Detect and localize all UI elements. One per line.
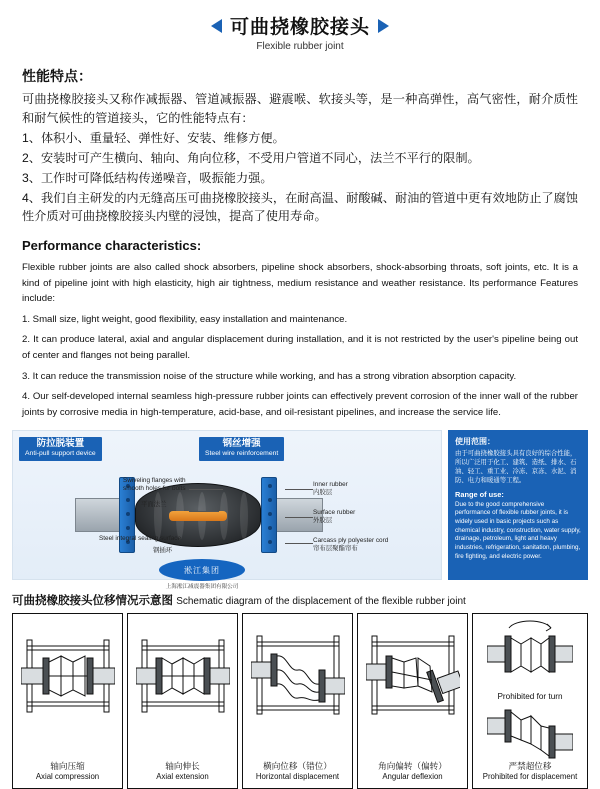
range-of-use-panel [448,430,588,580]
en-paragraph: 3. It can reduce the transmission noise of the structure while working, and has a strong vibration absorption capacity. [22,370,517,382]
horizontal-displacement-art [243,628,352,724]
cutaway-band-graphic [169,511,227,521]
prohibited-turn-caption: Prohibited for turn [497,692,563,702]
callout-inner-rubber: Inner rubber 内胶层 [313,481,348,497]
triangle-left-icon [378,19,389,33]
cell-caption: 角向偏转（偏转） Angular deflexion [378,760,447,781]
axial-compression-art [13,628,122,724]
badge-anti-pull [19,437,102,461]
displacement-diagram-grid [12,613,588,789]
en-paragraph: 1. Small size, light weight, good flexibility, easy installation and maintenance. [22,313,348,325]
diagram-cell-angular-deflexion [357,613,468,789]
diagram-cell-axial-compression [12,613,123,789]
diagram-cell-prohibited [472,613,588,789]
diagram-cell-horizontal-displacement [242,613,353,789]
cn-paragraph: 可曲挠橡胶接头又称作减振器、管道减振器、避震喉、软接头等，是一种高弹性，高气密性，耐介质性和耐气候性的管道接头，它的性能特点有： [22,92,578,125]
company-logo-caption: 上海淞江减震器集团有限公司 [165,584,239,591]
prohibited-displacement-caption: 严禁超位移 Prohibited for displacement [482,760,578,781]
flange-right-graphic [261,477,277,553]
range-of-use-heading-cn: 使用范围： [455,437,495,447]
en-paragraph: Flexible rubber joints are also called shock absorbers, pipeline shock absorbers, shock-absorbing throats, soft joints, etc. It is a kind of pipeline joint with high elasticity, high air tightness, medium resistance and weather resistance. Its performance Features include: [22,262,578,305]
badge-label-en: Steel wire reinforcement [205,450,279,458]
diagram-cell-axial-extension [127,613,238,789]
badge-label-cn: 钢丝增强 [222,438,261,450]
callout-steel-ring: 钢插环 [153,547,173,555]
page-header [0,0,600,52]
cn-section-title: 性能特点： [22,68,92,84]
range-of-use-heading-en: Range of use: [455,489,504,499]
range-of-use-body-cn: 由于可曲挠橡胶接头具有良好的综合性能，所以广泛用于化工、建筑、造纸、排水、石油、轻工、重工业、冷冻、京冻、水泥、消防、电力和暖通等工程。 [455,450,577,485]
badge-label-en: Anti-pull support device [25,450,96,458]
callout-swiveling-flanges: Swiveling flanges with smooth holes for bolts [123,477,186,493]
cn-paragraph: 3、工作时可降低结构传递噪音，吸振能力强。 [22,170,273,185]
cn-paragraph: 2、安装时可产生横向、轴向、角向位移，不受用户管道不同心，法兰不平行的限制。 [22,150,480,165]
callout-flat-flange: 平面法兰 [141,501,167,509]
header-title-row [0,12,600,39]
callout-surface-rubber: Surface rubber 外胶层 [313,509,356,525]
axial-extension-art [128,628,237,724]
product-photo [12,430,442,591]
page-subtitle: Flexible rubber joint [256,41,344,52]
cn-paragraph: 4、我们自主研发的内无缝高压可曲挠橡胶接头，在耐高温、耐酸碱、耐油的管道中更有效地防止了腐蚀性介质对可曲挠橡胶接头内壁的浸蚀，提高了使用寿命。 [22,190,578,224]
text-body [0,52,600,420]
cell-caption: 轴向伸长 Axial extension [156,760,209,781]
en-paragraph: 2. It can produce lateral, axial and angular displacement during installation, and it is not restricted by the user's pipeline being out of center and flanges not being parallel. [22,334,578,361]
prohibited-displacement-art [473,706,587,764]
prohibited-turn-art [473,620,587,690]
pipe-left-graphic [75,498,123,532]
callout-sealing-surface: Steel integral sealing surface [99,535,182,543]
badge-steel-wire [199,437,284,461]
triangle-right-icon [211,19,222,33]
cell-caption: 横向位移（错位） Horizontal displacement [255,760,340,781]
badge-label-cn: 防拉脱装置 [36,438,85,450]
range-of-use-body-en: Due to the good comprehensive performance of flexible rubber joints, it is widely used in basic projects such as chemical industry, construction, water supply, drainage, petroleum, light and heavy industries, refrigeration, sanitation, plumbing, fire fighting, and electric power. [455,500,581,560]
page-title: 可曲挠橡胶接头 [229,17,370,38]
cn-paragraph: 1、体积小、重量轻、弹性好、安装、维修方便。 [22,130,285,145]
displacement-title-cn: 可曲挠橡胶接头位移情况示意图 [12,595,173,608]
company-logo: 淞江集团 [159,559,245,581]
callout-carcass-ply: Carcass ply polyester cord 帘布层聚酯帘布 [313,537,389,553]
displacement-figure [12,592,588,789]
angular-deflexion-art [358,628,467,724]
cell-caption: 轴向压缩 Axial compression [35,760,100,781]
en-section-title: Performance characteristics: [22,238,202,254]
displacement-title-en: Schematic diagram of the displacement of the flexible rubber joint [176,596,466,608]
product-photo-figure [12,430,588,591]
displacement-figure-title [12,592,588,608]
en-paragraph: 4. Our self-developed internal seamless high-pressure rubber joints can effectively prevent corrosion of the inner wall of the rubber joints by corrosive media in high-temperature, acid-base, and oil-resistant pipelines, and increase the service life. [22,391,578,418]
